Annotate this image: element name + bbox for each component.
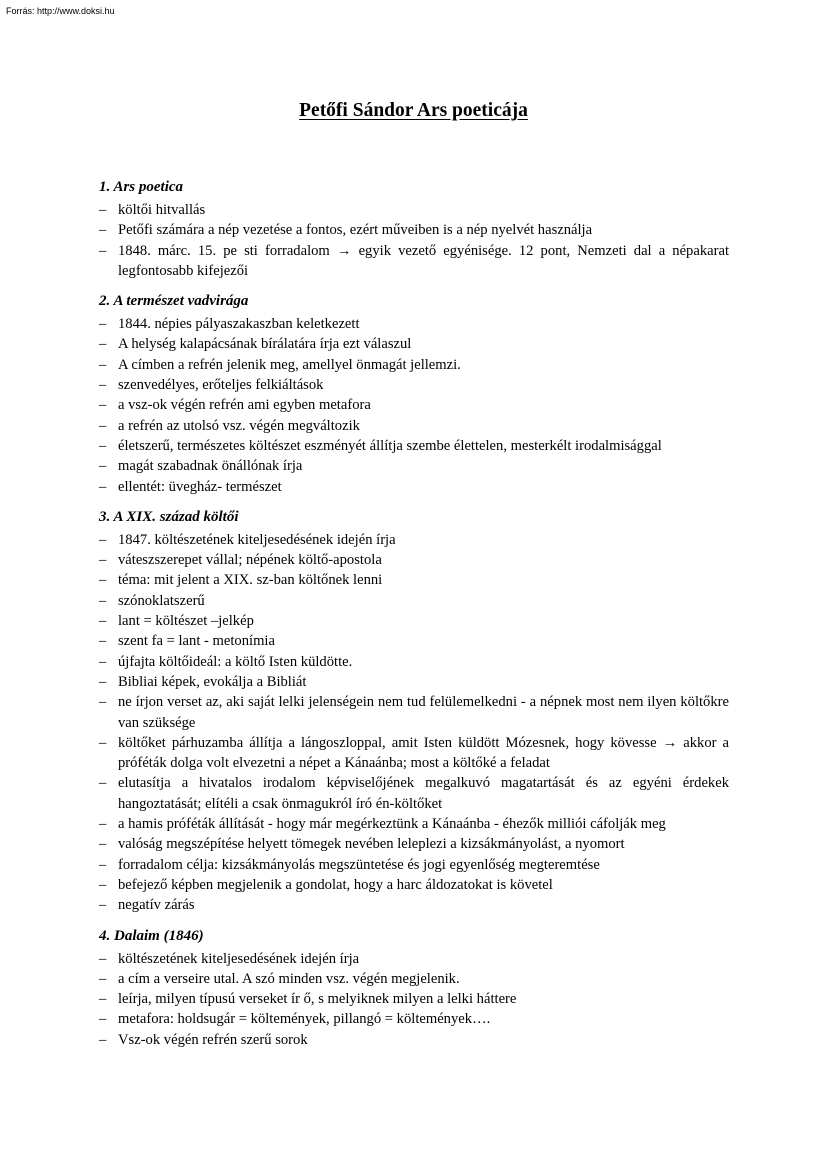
list-item bbox=[99, 773, 729, 814]
list-item bbox=[99, 1009, 729, 1029]
dash-bullet-icon: – bbox=[99, 1031, 107, 1048]
dash-bullet-icon: – bbox=[99, 222, 107, 239]
list-item bbox=[99, 220, 729, 240]
list-item bbox=[99, 395, 729, 415]
list-item bbox=[99, 416, 729, 436]
list-item-text: lant = költészet –jelkép bbox=[118, 613, 254, 630]
section-heading: 4. Dalaim (1846) bbox=[99, 927, 204, 944]
list-item-text: metafora: holdsugár = költemények, pillangó = költemények…. bbox=[118, 1011, 491, 1028]
dash-bullet-icon: – bbox=[99, 653, 107, 670]
list-item-text: magát szabadnak önállónak írja bbox=[118, 458, 303, 475]
list-item-text: ellentét: üvegház- természet bbox=[118, 478, 282, 495]
document-body bbox=[99, 177, 729, 1060]
dash-bullet-icon: – bbox=[99, 1011, 107, 1028]
list-item bbox=[99, 436, 729, 456]
dash-bullet-icon: – bbox=[99, 552, 107, 569]
list-item-text: váteszszerepet vállal; népének költő-apostola bbox=[118, 552, 382, 569]
list-item-text: 1847. költészetének kiteljesedésének idején írja bbox=[118, 531, 396, 548]
dash-bullet-icon: – bbox=[99, 242, 107, 259]
section bbox=[99, 926, 729, 1050]
list-item bbox=[99, 591, 729, 611]
list-item-text: Vsz-ok végén refrén szerű sorok bbox=[118, 1031, 308, 1048]
dash-bullet-icon: – bbox=[99, 202, 107, 218]
list-item-text: költőket párhuzamba állítja a lángoszloppal, amit Isten küldött Mózesnek, hogy kövesse → akkor a próféták dolga volt elvezetni a népet a Kánaánba; most a költőké a feladat bbox=[118, 734, 729, 772]
dash-bullet-icon: – bbox=[99, 970, 107, 987]
list-item bbox=[99, 855, 729, 875]
bullet-list bbox=[99, 949, 729, 1050]
list-item-text: ne írjon verset az, aki saját lelki jelenségein nem tud felülemelkedni - a népnek most nem ilyen költőkre van szüksége bbox=[118, 694, 729, 731]
list-item-text: életszerű, természetes költészet eszményét állítja szembe élettelen, mesterkélt irodalmisággal bbox=[118, 437, 662, 454]
list-item-text: téma: mit jelent a XIX. sz-ban költőnek lenni bbox=[118, 572, 383, 589]
section-heading: 1. Ars poetica bbox=[99, 179, 184, 195]
list-item bbox=[99, 477, 729, 497]
list-item bbox=[99, 200, 729, 220]
list-item-text: a cím a verseire utal. A szó minden vsz. végén megjelenik. bbox=[118, 970, 460, 987]
list-item-text: a vsz-ok végén refrén ami egyben metafora bbox=[118, 397, 371, 414]
list-item bbox=[99, 989, 729, 1009]
list-item bbox=[99, 550, 729, 570]
dash-bullet-icon: – bbox=[99, 478, 107, 495]
section bbox=[99, 177, 729, 281]
list-item-text: 1848. márc. 15. pe sti forradalom → egyik vezető egyénisége. 12 pont, Nemzeti dal a népakarat legfontosabb kifejezői bbox=[118, 242, 729, 279]
list-item bbox=[99, 652, 729, 672]
list-item bbox=[99, 733, 729, 774]
list-item bbox=[99, 611, 729, 631]
bullet-list bbox=[99, 314, 729, 497]
list-item-text: negatív zárás bbox=[118, 897, 195, 914]
bullet-list bbox=[99, 200, 729, 281]
dash-bullet-icon: – bbox=[99, 876, 107, 893]
dash-bullet-icon: – bbox=[99, 991, 107, 1008]
list-item bbox=[99, 570, 729, 590]
list-item-text: Petőfi számára a nép vezetése a fontos, ezért műveiben is a nép nyelvét használja bbox=[118, 222, 593, 239]
dash-bullet-icon: – bbox=[99, 694, 107, 711]
list-item bbox=[99, 355, 729, 375]
list-item-text: szent fa = lant - metonímia bbox=[118, 633, 275, 650]
list-item bbox=[99, 895, 729, 915]
list-item bbox=[99, 949, 729, 969]
dash-bullet-icon: – bbox=[99, 673, 107, 690]
list-item bbox=[99, 631, 729, 651]
dash-bullet-icon: – bbox=[99, 336, 107, 353]
list-item-text: leírja, milyen típusú verseket ír ő, s melyiknek milyen a lelki háttere bbox=[118, 991, 517, 1008]
list-item bbox=[99, 692, 729, 733]
list-item-text: költészetének kiteljesedésének idején írja bbox=[118, 950, 360, 967]
dash-bullet-icon: – bbox=[99, 458, 107, 475]
list-item-text: valóság megszépítése helyett tömegek nevében leleplezi a kizsákmányolást, a nyomort bbox=[118, 836, 625, 853]
list-item bbox=[99, 1030, 729, 1050]
section bbox=[99, 507, 729, 916]
list-item bbox=[99, 969, 729, 989]
source-note: Forrás: http://www.doksi.hu bbox=[6, 6, 115, 16]
page-title: Petőfi Sándor Ars poeticája bbox=[299, 100, 528, 121]
list-item bbox=[99, 241, 729, 282]
list-item-text: befejező képben megjelenik a gondolat, hogy a harc áldozatokat is követel bbox=[118, 876, 553, 893]
list-item-text: költői hitvallás bbox=[118, 202, 206, 218]
list-item-text: A helység kalapácsának bírálatára írja ezt válaszul bbox=[118, 336, 412, 353]
dash-bullet-icon: – bbox=[99, 356, 107, 373]
list-item bbox=[99, 834, 729, 854]
dash-bullet-icon: – bbox=[99, 437, 107, 454]
dash-bullet-icon: – bbox=[99, 775, 107, 792]
list-item-text: forradalom célja: kizsákmányolás megszüntetése és jogi egyenlőség megteremtése bbox=[118, 856, 600, 873]
list-item-text: A címben a refrén jelenik meg, amellyel önmagát jellemzi. bbox=[118, 356, 461, 373]
section-heading: 3. A XIX. század költői bbox=[99, 508, 239, 525]
list-item bbox=[99, 672, 729, 692]
list-item-text: a hamis próféták állítását - hogy már megérkeztünk a Kánaánba - éhezők milliói cáfolják meg bbox=[118, 816, 666, 833]
section-heading: 2. A természet vadvirága bbox=[99, 293, 249, 310]
list-item-text: Bibliai képek, evokálja a Bibliát bbox=[118, 673, 307, 690]
list-item-text: elutasítja a hivatalos irodalom képviselőjének megalkuvó magatartását és az egyéni érdekek hangoztatását; elítéli a csak önmagukról író én-költőket bbox=[118, 775, 729, 812]
list-item bbox=[99, 875, 729, 895]
dash-bullet-icon: – bbox=[99, 592, 107, 609]
list-item-text: 1844. népies pályaszakaszban keletkezett bbox=[118, 316, 360, 333]
list-item-text: a refrén az utolsó vsz. végén megváltozik bbox=[118, 417, 360, 434]
list-item-text: szónoklatszerű bbox=[118, 592, 205, 609]
section bbox=[99, 291, 729, 497]
list-item-text: újfajta költőideál: a költő Isten küldötte. bbox=[118, 653, 353, 670]
dash-bullet-icon: – bbox=[99, 377, 107, 394]
dash-bullet-icon: – bbox=[99, 633, 107, 650]
dash-bullet-icon: – bbox=[99, 397, 107, 414]
dash-bullet-icon: – bbox=[99, 417, 107, 434]
list-item bbox=[99, 334, 729, 354]
dash-bullet-icon: – bbox=[99, 816, 107, 833]
list-item bbox=[99, 530, 729, 550]
dash-bullet-icon: – bbox=[99, 950, 107, 967]
dash-bullet-icon: – bbox=[99, 836, 107, 853]
list-item bbox=[99, 375, 729, 395]
dash-bullet-icon: – bbox=[99, 613, 107, 630]
dash-bullet-icon: – bbox=[99, 856, 107, 873]
dash-bullet-icon: – bbox=[99, 316, 107, 333]
list-item bbox=[99, 314, 729, 334]
list-item bbox=[99, 814, 729, 834]
dash-bullet-icon: – bbox=[99, 734, 107, 751]
bullet-list bbox=[99, 530, 729, 916]
dash-bullet-icon: – bbox=[99, 572, 107, 589]
dash-bullet-icon: – bbox=[99, 531, 107, 548]
list-item bbox=[99, 456, 729, 476]
list-item-text: szenvedélyes, erőteljes felkiáltások bbox=[118, 377, 324, 394]
dash-bullet-icon: – bbox=[99, 897, 107, 914]
